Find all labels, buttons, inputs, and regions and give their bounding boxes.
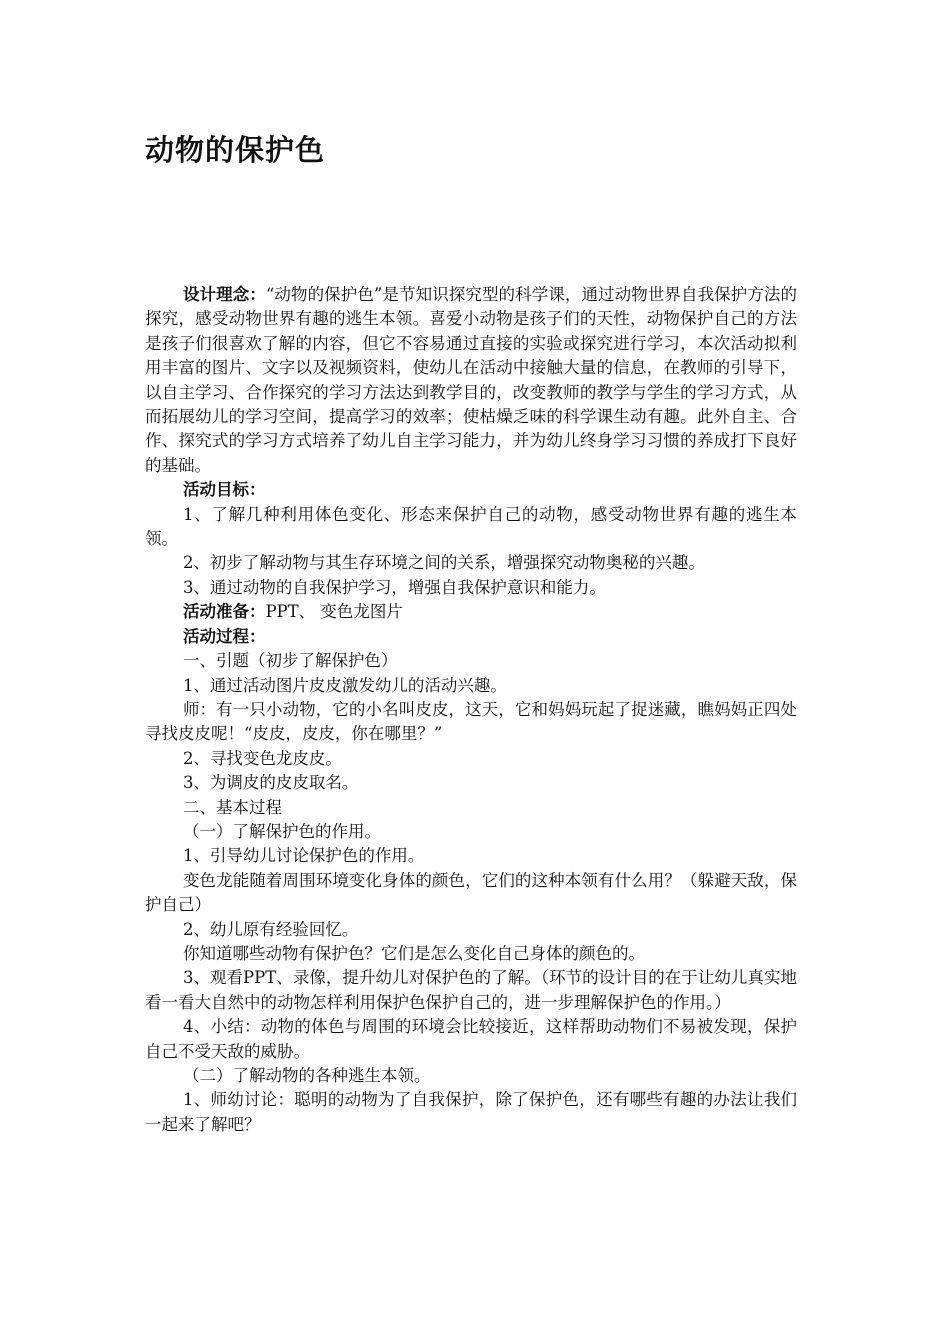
process-line: 2、幼儿原有经验回忆。	[182, 919, 359, 939]
process-line: 4、小结：动物的体色与周围的环境会比较接近，这样帮助动物们不易被发现，保护自己不受天敌的威胁。	[145, 1017, 797, 1061]
design-concept-label: 设计理念：	[182, 285, 266, 304]
design-concept-text: “动物的保护色”是节知识探究型的科学课，通过动物世界自我保护方法的探究，感受动物世界有趣的逃生本领。喜爱小动物是孩子们的天性，动物保护自己的方法是孩子们很喜欢了解的内容，但它不容易通过直接的实验或探究进行学习，本次活动拟利用丰富的图片、文字以及视频资料，使幼儿在活动中接触大量的信息，在教师的引导下，以自主学习、合作探究的学习方法达到教学目的，改变教师的教学与学生的学习方式，从而拓展幼儿的学习空间，提高学习的效率；使枯燥乏味的科学课生动有趣。此外自主、合作、探究式的学习方式培养了幼儿自主学习能力，并为幼儿终身学习习惯的养成打下良好的基础。	[145, 285, 798, 475]
preparation-label: 活动准备：	[182, 602, 266, 622]
goal-item: 2、初步了解动物与其生存环境之间的关系，增强探究动物奥秘的兴趣。	[182, 553, 705, 573]
process-heading	[145, 625, 797, 649]
preparation-paragraph	[145, 600, 797, 624]
process-line: 你知道哪些动物有保护色？它们是怎么变化自己身体的颜色的。	[182, 943, 645, 963]
goals-heading	[145, 478, 797, 502]
process-line: （二）了解动物的各种逃生本领。	[182, 1066, 431, 1085]
process-line: 1、通过活动图片皮皮激发幼儿的活动兴趣。	[182, 675, 507, 695]
process-line: 1、师幼讨论：聪明的动物为了自我保护，除了保护色，还有哪些有趣的办法让我们一起来了解吧？	[145, 1090, 797, 1134]
preparation-text: PPT、 变色龙图片	[265, 602, 403, 622]
document-body	[145, 283, 797, 1137]
document-title: 动物的保护色	[145, 133, 326, 167]
goal-item: 3、通过动物的自我保护学习，增强自我保护意识和能力。	[182, 577, 606, 597]
goal-item: 1、了解几种利用体色变化、形态来保护自己的动物，感受动物世界有趣的逃生本领。	[145, 504, 797, 549]
goals-label: 活动目标：	[182, 480, 266, 500]
process-line: 3、为调皮的皮皮取名。	[182, 773, 359, 793]
process-line: （一）了解保护色的作用。	[182, 821, 381, 841]
process-line: 师：有一只小动物，它的小名叫皮皮，这天，它和妈妈玩起了捉迷藏，瞧妈妈正四处寻找皮皮呢！“皮皮，皮皮，你在哪里？”	[145, 699, 797, 744]
process-line: 2、寻找变色龙皮皮。	[182, 748, 342, 768]
design-concept-paragraph	[145, 283, 797, 478]
process-line: 一、引题（初步了解保护色）	[182, 651, 398, 671]
process-line: 1、引导幼儿讨论保护色的作用。	[182, 846, 425, 866]
process-line: 变色龙能随着周围环境变化身体的颜色，它们的这种本领有什么用？（躲避天敌，保护自己）	[145, 870, 797, 915]
process-line: 二、基本过程	[182, 797, 282, 817]
process-line: 3、观看PPT、录像，提升幼儿对保护色的了解。（环节的设计目的在于让幼儿真实地看一看大自然中的动物怎样利用保护色保护自己的，进一步理解保护色的作用。）	[145, 968, 797, 1012]
process-label: 活动过程：	[182, 626, 266, 646]
